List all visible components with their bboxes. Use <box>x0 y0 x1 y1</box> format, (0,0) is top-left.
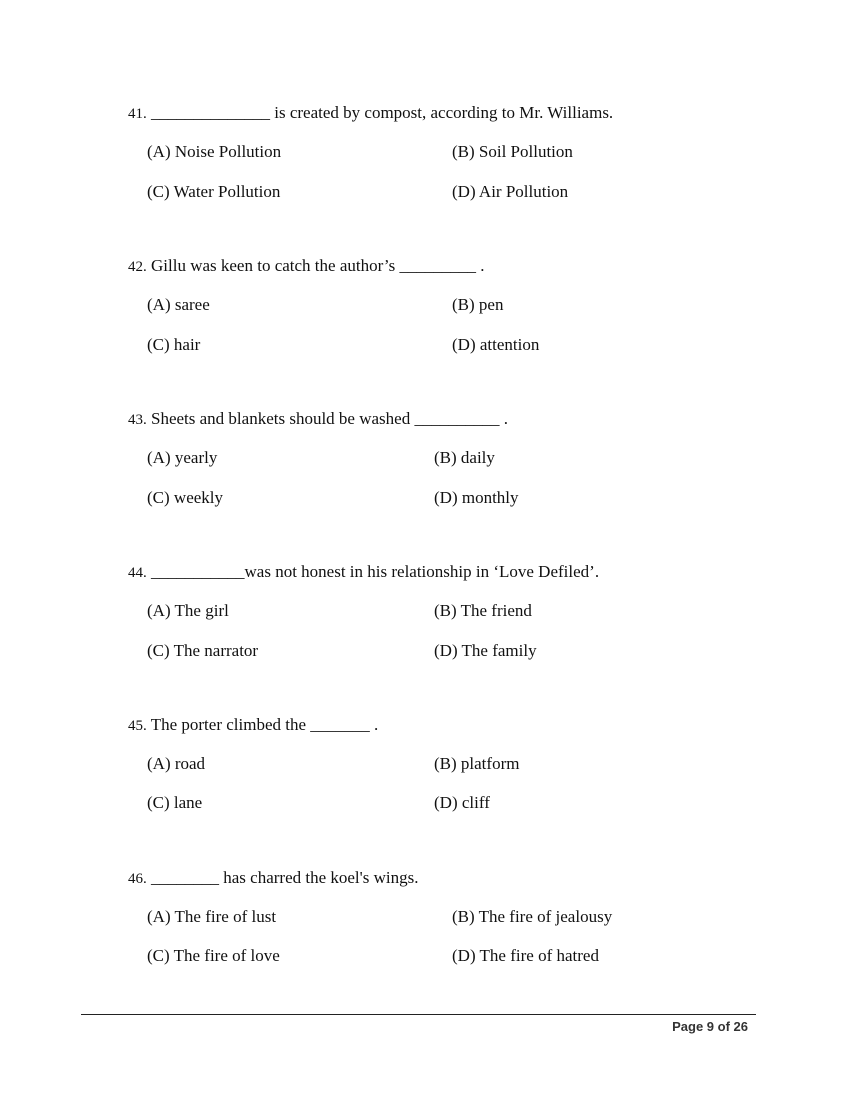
question-45 <box>128 714 768 812</box>
question-number: 43. <box>128 412 147 428</box>
option-d: (D) cliff <box>434 793 490 812</box>
option-c: (C) Water Pollution <box>147 182 281 201</box>
option-a: (A) The fire of lust <box>147 907 277 926</box>
option-b: (B) platform <box>434 754 520 773</box>
question-text: Gillu was keen to catch the author’s _________ . <box>151 256 485 275</box>
option-d: (D) attention <box>452 335 540 354</box>
question-44 <box>128 561 768 660</box>
question-number: 42. <box>128 259 147 275</box>
option-d: (D) The family <box>434 641 537 660</box>
question-number: 45. <box>128 718 147 734</box>
option-d: (D) monthly <box>434 488 519 507</box>
option-a: (A) saree <box>147 295 210 314</box>
question-42 <box>128 255 768 354</box>
option-c: (C) The fire of love <box>147 946 280 965</box>
option-a: (A) The girl <box>147 601 229 620</box>
option-b: (B) The fire of jealousy <box>452 907 613 926</box>
option-b: (B) daily <box>434 448 495 467</box>
option-c: (C) The narrator <box>147 641 259 660</box>
question-text: The porter climbed the _______ . <box>150 715 379 734</box>
option-c: (C) lane <box>147 793 203 812</box>
option-d: (D) The fire of hatred <box>452 946 599 965</box>
option-d: (D) Air Pollution <box>452 182 569 201</box>
option-c: (C) hair <box>147 335 201 354</box>
question-text: Sheets and blankets should be washed __________ . <box>151 409 508 428</box>
option-b: (B) Soil Pollution <box>452 142 573 161</box>
question-41 <box>128 102 768 201</box>
question-text: ______________ is created by compost, according to Mr. Williams. <box>151 103 614 122</box>
option-a: (A) road <box>147 754 206 773</box>
footer-divider <box>81 1014 756 1015</box>
question-43 <box>128 408 768 507</box>
question-text: ___________was not honest in his relationship in ‘Love Defiled’. <box>151 562 600 581</box>
option-a: (A) yearly <box>147 448 218 467</box>
option-b: (B) The friend <box>434 601 532 620</box>
question-46 <box>128 867 768 965</box>
question-number: 44. <box>128 565 147 581</box>
question-number: 46. <box>128 871 147 887</box>
option-a: (A) Noise Pollution <box>147 142 282 161</box>
page-number: Page 9 of 26 <box>672 1019 748 1034</box>
option-b: (B) pen <box>452 295 504 314</box>
question-text: ________ has charred the koel's wings. <box>151 868 419 887</box>
question-number: 41. <box>128 106 147 122</box>
option-c: (C) weekly <box>147 488 224 507</box>
